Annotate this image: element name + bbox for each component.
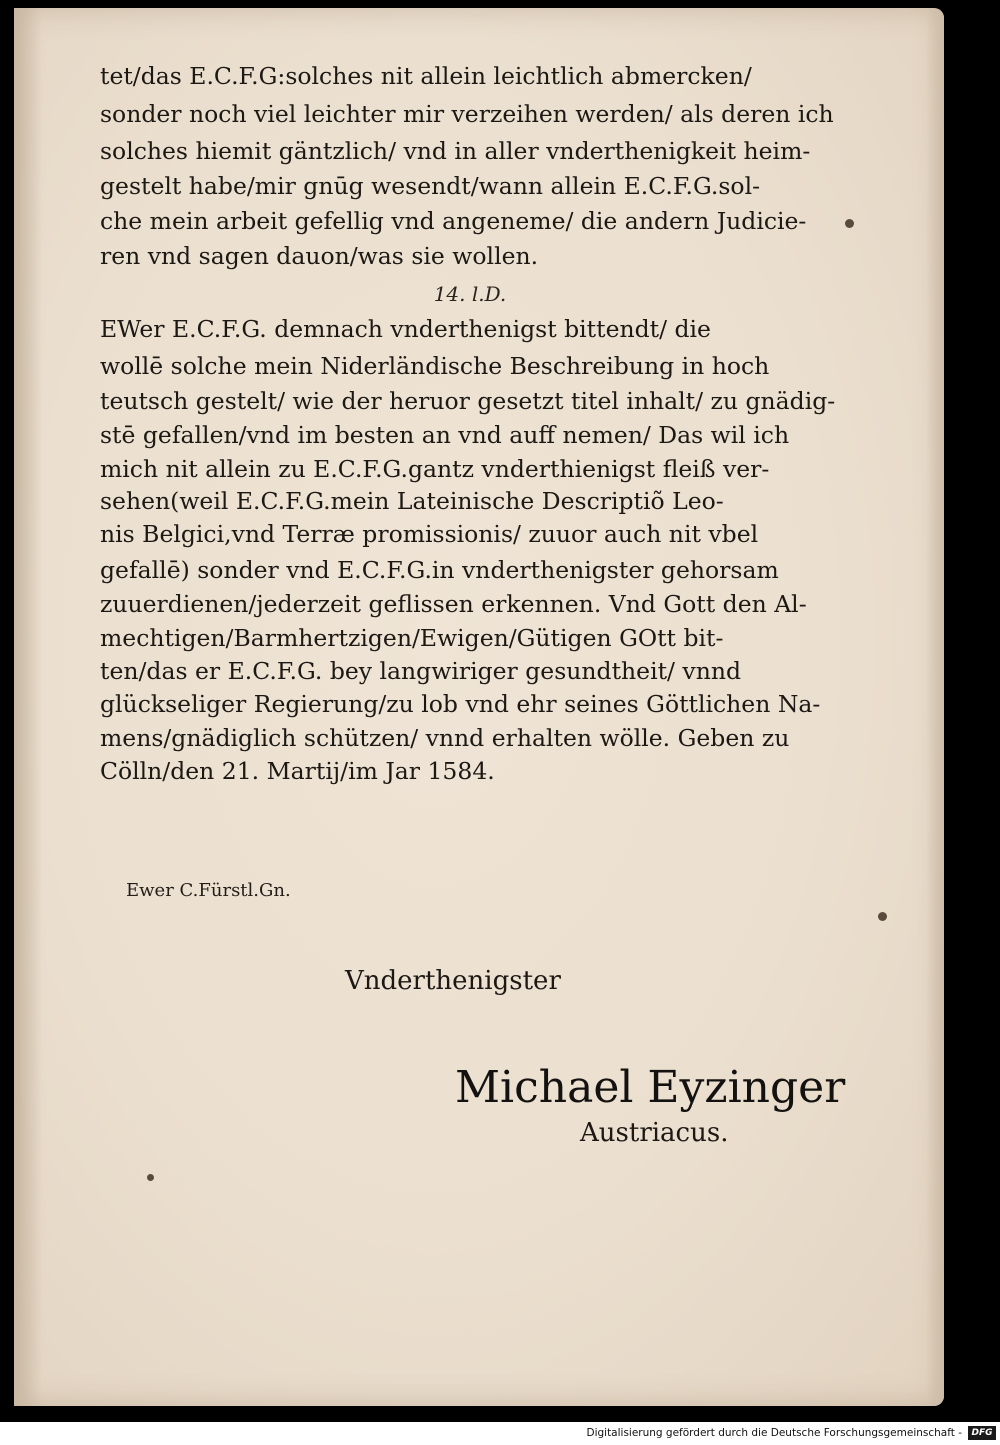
funding-credit: Digitalisierung gefördert durch die Deutsche Forschungsgemeinschaft - xyxy=(586,1427,962,1439)
text-line-4: gestelt habe/mir gnūg wesendt/wann allein E.C.F.G.sol- xyxy=(100,172,761,200)
author-origin: Austriacus. xyxy=(580,1118,729,1148)
text-line-8: wollē solche mein Niderländische Beschreibung in hoch xyxy=(100,352,770,380)
text-line-15: zuuerdienen/jederzeit geflissen erkennen. Vnd Gott den Al- xyxy=(100,590,807,618)
folio-mark: 14. l.D. xyxy=(433,282,507,306)
text-line-17: ten/das er E.C.F.G. bey langwiriger gesundtheit/ vnnd xyxy=(100,657,742,685)
text-line-13: nis Belgici,vnd Terræ promissionis/ zuuor auch nit vbel xyxy=(100,520,759,548)
text-line-3: solches hiemit gäntzlich/ vnd in aller vnderthenigkeit heim- xyxy=(100,137,811,165)
text-line-14: gefallē) sonder vnd E.C.F.G.in vnderthenigster gehorsam xyxy=(100,556,779,584)
text-line-5: che mein arbeit gefellig vnd angeneme/ die andern Judicie- xyxy=(100,207,807,235)
ink-spot xyxy=(147,1174,154,1181)
dfg-logo: DFG xyxy=(968,1426,996,1440)
text-line-10: stē gefallen/vnd im besten an vnd auff nemen/ Das wil ich xyxy=(100,421,790,449)
text-line-7: EWer E.C.F.G. demnach vnderthenigst bittendt/ die xyxy=(100,315,711,343)
closing-formula: Vnderthenigster xyxy=(345,966,561,996)
text-line-9: teutsch gestelt/ wie der heruor gesetzt titel inhalt/ zu gnädig- xyxy=(100,387,836,415)
author-signature: Michael Eyzinger xyxy=(455,1062,846,1113)
text-line-11: mich nit allein zu E.C.F.G.gantz vnderthienigst fleiß ver- xyxy=(100,455,770,483)
page-gutter-shadow xyxy=(14,8,42,1406)
text-line-20: Cölln/den 21. Martij/im Jar 1584. xyxy=(100,757,495,785)
text-line-1: tet/das E.C.F.G:solches nit allein leichtlich abmercken/ xyxy=(100,62,752,90)
text-line-16: mechtigen/Barmhertzigen/Ewigen/Gütigen GOtt bit- xyxy=(100,624,724,652)
ink-spot xyxy=(845,219,854,228)
text-line-18: glückseliger Regierung/zu lob vnd ehr seines Göttlichen Na- xyxy=(100,690,821,718)
text-line-19: mens/gnädiglich schützen/ vnnd erhalten wölle. Geben zu xyxy=(100,724,790,752)
ink-spot xyxy=(878,912,887,921)
text-line-12: sehen(weil E.C.F.G.mein Lateinische Descriptiõ Leo- xyxy=(100,487,724,515)
page-edge-shadow xyxy=(926,8,944,1406)
text-line-2: sonder noch viel leichter mir verzeihen werden/ als deren ich xyxy=(100,100,834,128)
text-line-6: ren vnd sagen dauon/was sie wollen. xyxy=(100,242,539,270)
salutation: Ewer C.Fürstl.Gn. xyxy=(126,880,291,901)
